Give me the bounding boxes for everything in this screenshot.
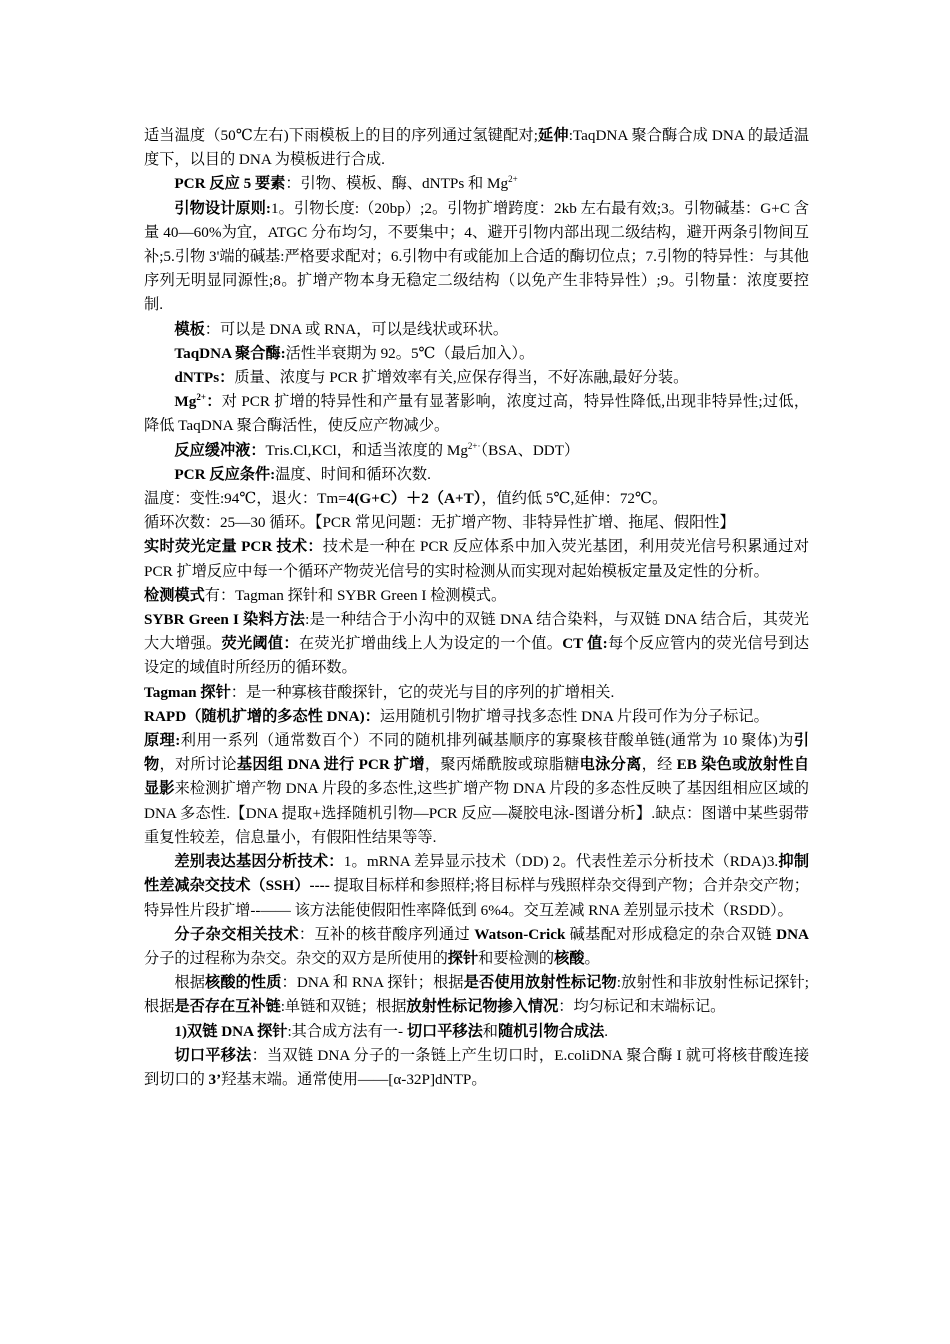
text-run: （BSA、DDT） (480, 441, 580, 459)
bold-term: 随机引物合成法 (497, 1022, 605, 1040)
bold-term: 核酸 (554, 949, 585, 967)
text-run: . (604, 1022, 609, 1040)
bold-term: 延伸 (537, 127, 569, 144)
bold-term: 是否使用放射性标记物 (463, 974, 617, 992)
paragraph-p4 (144, 318, 809, 342)
text-run: ：当双链 DNA 分子的一条链上产生切口时，E.coliDNA 聚合酶 I 就可将核苷酸连接到切口的 (144, 1046, 810, 1088)
bold-term: 实时荧光定量 PCR 技术： (144, 538, 323, 556)
paragraph-p14 (144, 608, 809, 681)
bold-term: DNA (776, 925, 810, 943)
text-run: :是一种结合于小沟中的双链 DNA 结合染料，与双链 DNA 结合后，其荧光大大增强。 (144, 611, 809, 653)
text-run: 有：Tagman 探针和 SYBR Green I 检测模式。 (204, 586, 507, 604)
text-run: ，值约低 5℃,延伸：72℃。 (481, 490, 668, 508)
bold-term: 基因组 DNA 进行 PCR 扩增 (236, 756, 425, 774)
paragraph-p18 (144, 850, 809, 923)
paragraph-p19 (144, 923, 809, 971)
text-run: ：可以是 DNA 或 RNA，可以是线状或环状。 (204, 320, 509, 338)
superscript: 2+ (508, 174, 518, 185)
bold-term: Tagman 探针 (144, 683, 231, 701)
paragraph-p22 (144, 1044, 809, 1092)
text-run: 运用随机引物扩增寻找多态性 DNA 片段可作为分子标记。 (379, 707, 769, 725)
bold-term: Watson-Crick (474, 925, 566, 943)
text-run: 温度：变性:94℃，退火：Tm= (144, 490, 347, 508)
text-run: 适当温度（50℃左右)下雨模板上的目的序列通过氢键配对; (144, 127, 538, 144)
paragraph-p3 (144, 197, 809, 318)
text-run: :放射性和非放射性标记探针;根据 (144, 974, 810, 1016)
bold-term: RAPD（随机扩增的多态性 DNA)： (144, 707, 380, 725)
paragraph-p7 (144, 390, 809, 438)
text-run: 羟基末端。通常使用——[α-32P]dNTP。 (221, 1070, 487, 1088)
bold-term: 原理: (144, 732, 181, 750)
bold-term: 1)双链 DNA 探针 (174, 1022, 288, 1040)
bold-term: 分子杂交相关技术 (174, 925, 299, 943)
bold-term: 切口平移法 (174, 1046, 252, 1064)
paragraph-p11 (144, 511, 809, 535)
paragraph-p8 (144, 439, 809, 463)
bold-term: 差别表达基因分析技术： (174, 853, 344, 871)
bold-term: EB 染色或放射性自显影 (144, 756, 810, 798)
bold-term: PCR 反应 5 要素 (174, 175, 286, 193)
bold-term: 反应缓冲液： (174, 441, 266, 459)
paragraph-p16 (144, 705, 809, 729)
superscript: 2+· (467, 440, 481, 451)
text-run: 根据 (174, 974, 206, 992)
text-run: :TaqDNA 聚合酶合成 DNA 的最适温度下，以目的 DNA 为模板进行合成. (144, 127, 810, 169)
bold-term: 引物 (144, 732, 809, 774)
bold-term: 是否存在互补链 (174, 998, 281, 1016)
paragraph-p21 (144, 1020, 809, 1044)
paragraph-p15 (144, 681, 809, 705)
text-run: Tris.Cl,KCl，和适当浓度的 Mg (265, 441, 468, 459)
paragraph-p12 (144, 535, 809, 583)
text-run: 活性半衰期为 92。5℃（最后加入）。 (285, 344, 535, 362)
bold-term: 电泳分离 (579, 756, 642, 774)
bold-term: Mg (174, 393, 197, 411)
text-run: ：均匀标记和末端标记。 (558, 998, 726, 1016)
bold-term: 切口平移法 (406, 1022, 483, 1040)
bold-term: 引物设计原则: (174, 199, 271, 217)
bold-term: SYBR Green I 染料方法 (144, 611, 306, 629)
document-page (144, 124, 809, 1092)
text-run: ，聚丙烯酰胺或琼脂糖 (424, 756, 580, 774)
text-run: 和 (482, 1022, 498, 1040)
text-run: ：DNA 和 RNA 探针；根据 (281, 974, 464, 992)
text-run: 分子的过程称为杂交。杂交的双方是所使用的 (144, 949, 448, 967)
text-run: 1。mRNA 差异显示技术（DD) 2。代表性差示分析技术（RDA)3. (343, 853, 779, 871)
paragraph-p13 (144, 584, 809, 608)
text-run: 质量、浓度与 PCR 扩增效率有关,应保存得当，不好冻融,最好分装。 (234, 369, 689, 387)
paragraph-p9 (144, 463, 809, 487)
text-run: ：互补的核苷酸序列通过 (298, 925, 475, 943)
bold-term: 检测模式 (144, 586, 205, 604)
paragraph-p5 (144, 342, 809, 366)
bold-term: 2+ (196, 392, 206, 403)
text-run: 和要检测的 (478, 949, 555, 967)
paragraph-p1 (144, 124, 809, 172)
bold-term: 探针 (447, 949, 479, 967)
text-run: ：是一种寡核苷酸探针，它的荧光与目的序列的扩增相关. (230, 683, 615, 701)
text-run: :其合成方法有一- (287, 1022, 407, 1040)
text-run: ，对所讨论 (159, 756, 237, 774)
text-run: 温度、时间和循环次数. (275, 465, 431, 483)
text-run: 循环次数：25—30 循环。【PCR 常见问题：无扩增产物、非特异性扩增、拖尾、假阳性】 (144, 514, 735, 532)
text-run: ：引物、模板、酶、dNTPs 和 Mg (285, 175, 509, 193)
text-run: 1。引物长度:（20bp）;2。引物扩增跨度：2kb 左右最有效;3。引物碱基：G+C 含量 40—60%为宜，ATGC 分布均匀，不要集中；4、避开引物内部出现二级结构，避开两条引物间互补;5.引物 3'端的碱基:严格要求配对；6.引物中有或能加上合适的酶切位点；7.引物的特异性：与其他序列无明显同源性;8。扩增产物本身无稳定二级结构（以免产生非特异性）;9。引物量：浓度要控制. (144, 199, 809, 314)
bold-term: 3’ (208, 1070, 222, 1088)
bold-term: CT 值: (562, 635, 608, 653)
bold-term: 4(G+C）＋2（A+T） (346, 490, 482, 508)
text-run: 技术是一种在 PCR 反应体系中加入荧光基团，利用荧光信号积累通过对 PCR 扩增反应中每一个循环产物荧光信号的实时检测从而实现对起始模板定量及定性的分析。 (144, 538, 809, 580)
text-run: 碱基配对形成稳定的杂合双链 (565, 925, 777, 943)
bold-term: 抑制性差减杂交技术（SSH）---- (144, 853, 810, 895)
bold-term: 模板 (174, 320, 205, 338)
text-run: 在荧光扩增曲线上人为设定的一个值。 (298, 635, 563, 653)
bold-term: 核酸的性质 (205, 974, 282, 992)
text-run: :单链和双链；根据 (280, 998, 407, 1016)
bold-term: PCR 反应条件: (174, 465, 276, 483)
paragraph-p6 (144, 366, 809, 390)
bold-term: 荧光阈值： (221, 635, 299, 653)
text-run: 。 (584, 949, 600, 967)
bold-term: TaqDNA 聚合酶: (174, 344, 286, 362)
text-run: 每个反应管内的荧光信号到达设定的域值时所经历的循环数。 (144, 635, 810, 677)
bold-term: ： (205, 393, 222, 411)
bold-term: dNTPs： (174, 369, 235, 387)
text-run: ，经 (641, 756, 677, 774)
text-run: 提取目标样和参照样;将目标样与残照样杂交得到产物；合并杂交产物；特异性片段扩增--—— 该方法能使假阳性率降低到 6%4。交互差减 RNA 差别显示技术（RSDD）。 (144, 877, 809, 919)
text-run: 来检测扩增产物 DNA 片段的多态性,这些扩增产物 DNA 片段的多态性反映了基因组相应区域的 DNA 多态性.【DNA 提取+选择随机引物—PCR 反应—凝胶电泳-图谱分析】.缺点：图谱中某些弱带重复性较差，信息量小，有假阳性结果等等. (144, 780, 809, 846)
paragraph-p20 (144, 971, 809, 1019)
text-run: 对 PCR 扩增的特异性和产量有显著影响，浓度过高，特异性降低,出现非特异性;过低，降低 TaqDNA 聚合酶活性，使反应产物减少。 (144, 393, 810, 435)
text-run: 利用一系列（通常数百个）不同的随机排列碱基顺序的寡聚核苷酸单链(通常为 10 聚体)为 (180, 732, 794, 750)
paragraph-p2 (144, 172, 809, 196)
paragraph-p10 (144, 487, 809, 511)
paragraph-p17 (144, 729, 809, 850)
bold-term: 放射性标记物掺入情况 (406, 998, 559, 1016)
